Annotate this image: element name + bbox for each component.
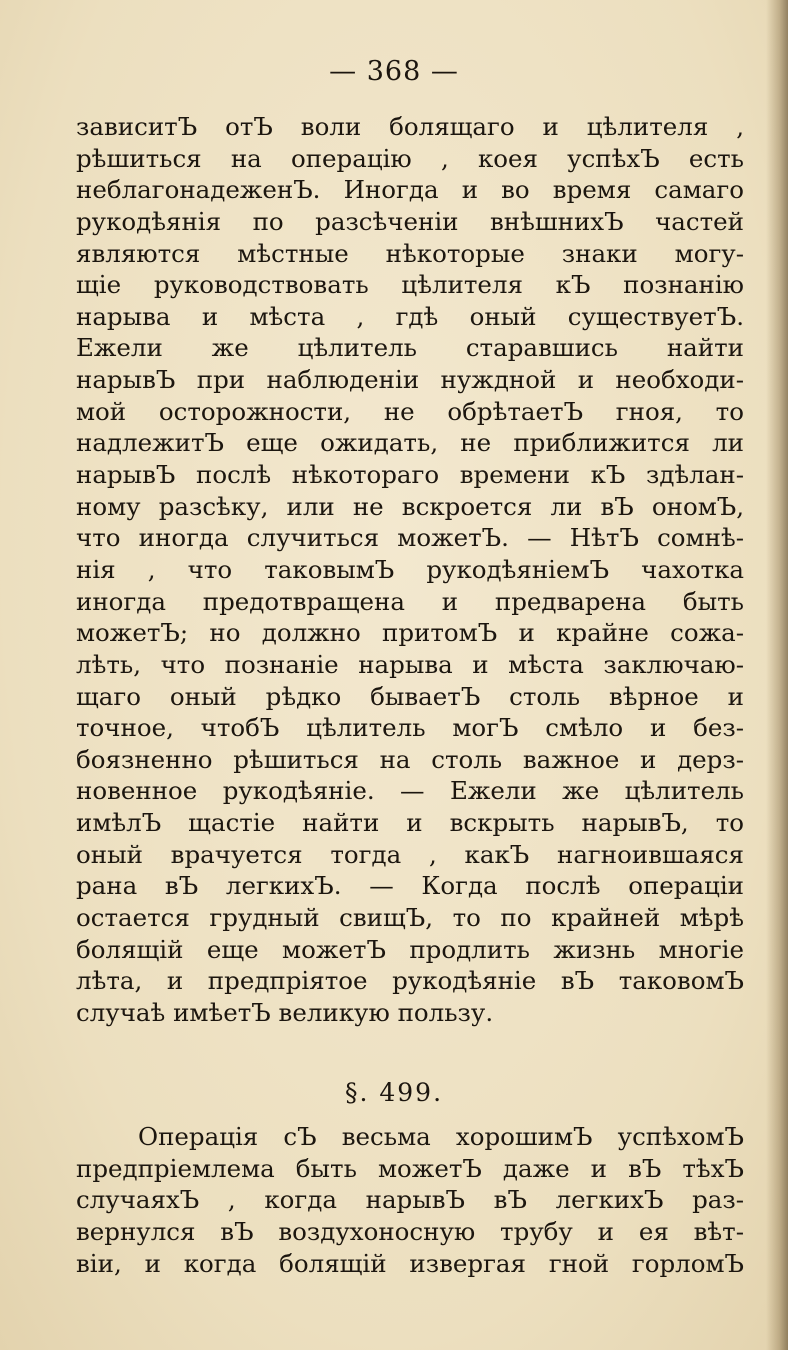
paragraph-continuation xyxy=(76,111,744,1029)
page-number: — 368 — xyxy=(329,56,459,87)
text-line: случаяхЪ , когда нарывЪ вЪ легкихЪ раз- xyxy=(76,1185,744,1215)
text-line: точное, чтобЪ цѣлитель могЪ смѣло и без- xyxy=(76,713,744,743)
text-line: нарыва и мѣста , гдѣ оный существуетЪ. xyxy=(76,301,744,331)
text-line: случаѣ имѣетЪ великую пользу. xyxy=(76,997,494,1027)
text-line: неблагонадеженЪ. Иногда и во время самаго xyxy=(76,175,744,205)
text-line: мой осторожности, не обрѣтаетЪ гноя, то xyxy=(76,396,744,426)
text-line: віи, и когда болящій извергая гной горломЪ xyxy=(76,1248,744,1278)
text-line: ному разсѣку, или не вскроется ли вЪ ономЪ, xyxy=(76,491,744,521)
text-line: вернулся вЪ воздухоносную трубу и ея вѣт- xyxy=(76,1216,744,1246)
text-line: рана вЪ легкихЪ. — Когда послѣ операціи xyxy=(76,871,744,901)
text-line: лѣть, что познаніе нарыва и мѣста заключаю- xyxy=(76,649,744,679)
text-line: нарывЪ при наблюденіи нуждной и необходи- xyxy=(76,365,744,395)
text-line: имѣлЪ щастіе найти и вскрыть нарывЪ, то xyxy=(76,808,744,838)
text-line: щіе руководствовать цѣлителя кЪ познанію xyxy=(76,270,744,300)
page-edge-shadow xyxy=(766,0,788,1350)
text-line: являются мѣстные нѣкоторые знаки могу- xyxy=(76,238,744,268)
text-line: нарывЪ послѣ нѣкотораго времени кЪ здѣлан- xyxy=(76,460,744,490)
text-line: рѣшиться на операцію , коея успѣхЪ есть xyxy=(76,143,744,173)
text-line: рукодѣянія по разсѣченіи внѣшнихЪ частей xyxy=(76,206,744,236)
text-line: зависитЪ отЪ воли болящаго и цѣлителя , xyxy=(76,112,744,141)
text-line: лѣта, и предпріятое рукодѣяніе вЪ таковомЪ xyxy=(76,966,744,996)
text-line: нія , что таковымЪ рукодѣяніемЪ чахотка xyxy=(76,554,744,584)
text-line: Операція сЪ весьма хорошимЪ успѣхомЪ xyxy=(138,1122,744,1151)
text-line: остается грудный свищЪ, то по крайней мѣрѣ xyxy=(76,903,744,933)
text-line: болящій еще можетЪ продлить жизнь многіе xyxy=(76,934,744,964)
text-line: боязненно рѣшиться на столь важное и дерз- xyxy=(76,744,744,774)
paragraph-499 xyxy=(76,1121,744,1279)
text-line: оный врачуется тогда , какЪ нагноившаяся xyxy=(76,839,744,869)
text-line: новенное рукодѣяніе. — Ежели же цѣлитель xyxy=(76,776,744,806)
text-line: Ежели же цѣлитель старавшись найти xyxy=(76,333,744,363)
text-line: предпріемлема быть можетЪ даже и вЪ тѣхЪ xyxy=(76,1153,744,1183)
text-line: щаго оный рѣдко бываетЪ столь вѣрное и xyxy=(76,681,744,711)
text-line: иногда предотвращена и предварена быть xyxy=(76,586,744,616)
text-line: можетЪ; но должно притомЪ и крайне сожа- xyxy=(76,618,744,648)
section-heading: §. 499. xyxy=(344,1078,444,1107)
text-line: что иногда случиться можетЪ. — НѣтЪ сомнѣ- xyxy=(76,523,744,553)
text-line: надлежитЪ еще ожидать, не приближится ли xyxy=(76,428,744,458)
